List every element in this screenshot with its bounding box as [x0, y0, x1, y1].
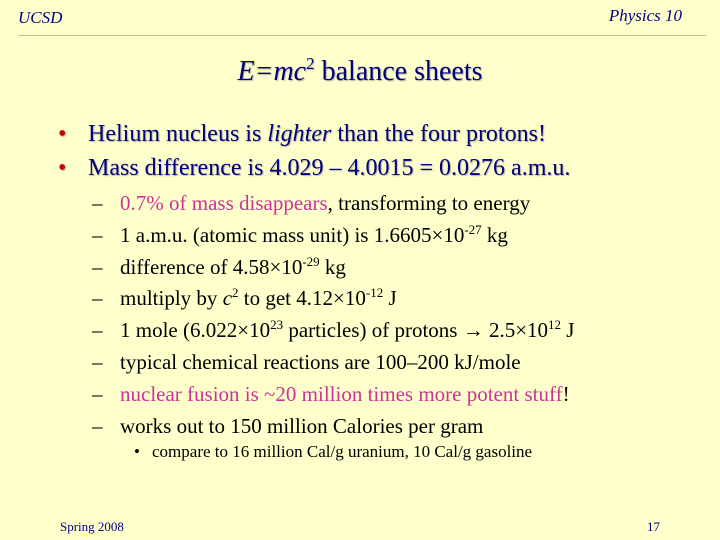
sub-bullet-list	[92, 188, 712, 442]
unit: kg	[481, 222, 508, 247]
sub-item-mole	[92, 315, 712, 347]
bullet-helium-post: than the four protons!	[331, 121, 546, 147]
times-symbol: ×	[237, 318, 250, 343]
bullet-dot-icon: •	[58, 155, 67, 181]
sub-item-text: 2.5	[483, 318, 516, 343]
power-base: 10	[281, 254, 303, 279]
sub-item-text: !	[562, 381, 570, 406]
dash-icon: –	[92, 381, 103, 406]
main-bullet-list	[58, 117, 698, 185]
sub-item-text: 1 mole (6.022	[120, 318, 238, 343]
dash-icon: –	[92, 286, 103, 311]
dash-icon: –	[92, 222, 103, 247]
dash-icon: –	[92, 349, 103, 374]
unit: J	[561, 318, 575, 343]
speed-of-light: c	[222, 286, 233, 311]
page-number: 17	[647, 519, 660, 534]
exponent: 23	[270, 317, 284, 333]
sub-item-highlight: nuclear fusion is ~20 million times more potent stuff	[120, 381, 563, 406]
sub-item-text: particles) of protons	[283, 318, 463, 343]
times-symbol: ×	[515, 318, 528, 343]
header-course: Physics 10	[608, 6, 682, 25]
sub-item-amu	[92, 220, 712, 252]
exponent: -12	[365, 285, 384, 301]
sub-item-mass-disappears	[92, 188, 712, 220]
slide-title	[0, 56, 720, 88]
title-equation-exponent: 2	[306, 54, 315, 73]
dash-icon: –	[92, 413, 103, 438]
bullet-helium-emphasis: lighter	[267, 121, 332, 147]
sub-item-fusion	[92, 379, 712, 411]
dash-icon: –	[92, 191, 103, 215]
power-base: 10	[249, 318, 271, 343]
power-base: 10	[443, 222, 465, 247]
power-base: 10	[527, 318, 549, 343]
exponent: 12	[548, 317, 562, 333]
right-arrow-icon: →	[462, 318, 484, 343]
title-text: balance sheets	[314, 56, 483, 87]
title-equation: E=mc	[237, 56, 307, 87]
sub-item-text: difference of 4.58	[120, 254, 270, 279]
exponent: 2	[232, 285, 239, 301]
bullet-mass-difference-text: Mass difference is 4.029 – 4.0015 = 0.0276 a.m.u.	[88, 155, 571, 181]
times-symbol: ×	[333, 286, 345, 311]
sub-item-highlight: 0.7% of mass disappears	[120, 191, 328, 215]
power-base: 10	[344, 286, 366, 311]
unit: J	[383, 286, 397, 311]
times-symbol: ×	[269, 254, 282, 279]
sub-item-difference	[92, 252, 712, 284]
sub-sub-item-text: compare to 16 million Cal/g uranium, 10 Cal/g gasoline	[152, 442, 533, 461]
sub-sub-item-compare	[134, 442, 532, 462]
sub-item-multiply	[92, 283, 712, 315]
sub-item-text: multiply by	[120, 286, 223, 311]
exponent: -27	[464, 221, 482, 237]
exponent: -29	[302, 253, 320, 269]
bullet-helium-pre: Helium nucleus is	[88, 121, 268, 147]
sub-item-text: 1 a.m.u. (atomic mass unit) is 1.6605	[120, 222, 432, 247]
times-symbol: ×	[431, 222, 444, 247]
bullet-helium	[58, 117, 698, 151]
sub-item-calories	[92, 411, 712, 443]
dash-icon: –	[92, 318, 103, 343]
footer-date: Spring 2008	[60, 519, 124, 534]
bullet-dot-icon: •	[134, 442, 140, 461]
bullet-mass-difference	[58, 151, 698, 185]
header-divider	[18, 35, 706, 36]
sub-item-chemical	[92, 347, 712, 379]
sub-item-text: works out to 150 million Calories per gram	[120, 413, 484, 438]
unit: kg	[319, 254, 346, 279]
bullet-dot-icon: •	[58, 121, 67, 147]
header-institution: UCSD	[18, 8, 63, 27]
sub-item-text: typical chemical reactions are 100–200 kJ/mole	[120, 349, 521, 374]
sub-item-text: , transforming to energy	[327, 191, 531, 215]
dash-icon: –	[92, 254, 103, 279]
sub-item-text: to get 4.12	[238, 286, 334, 311]
